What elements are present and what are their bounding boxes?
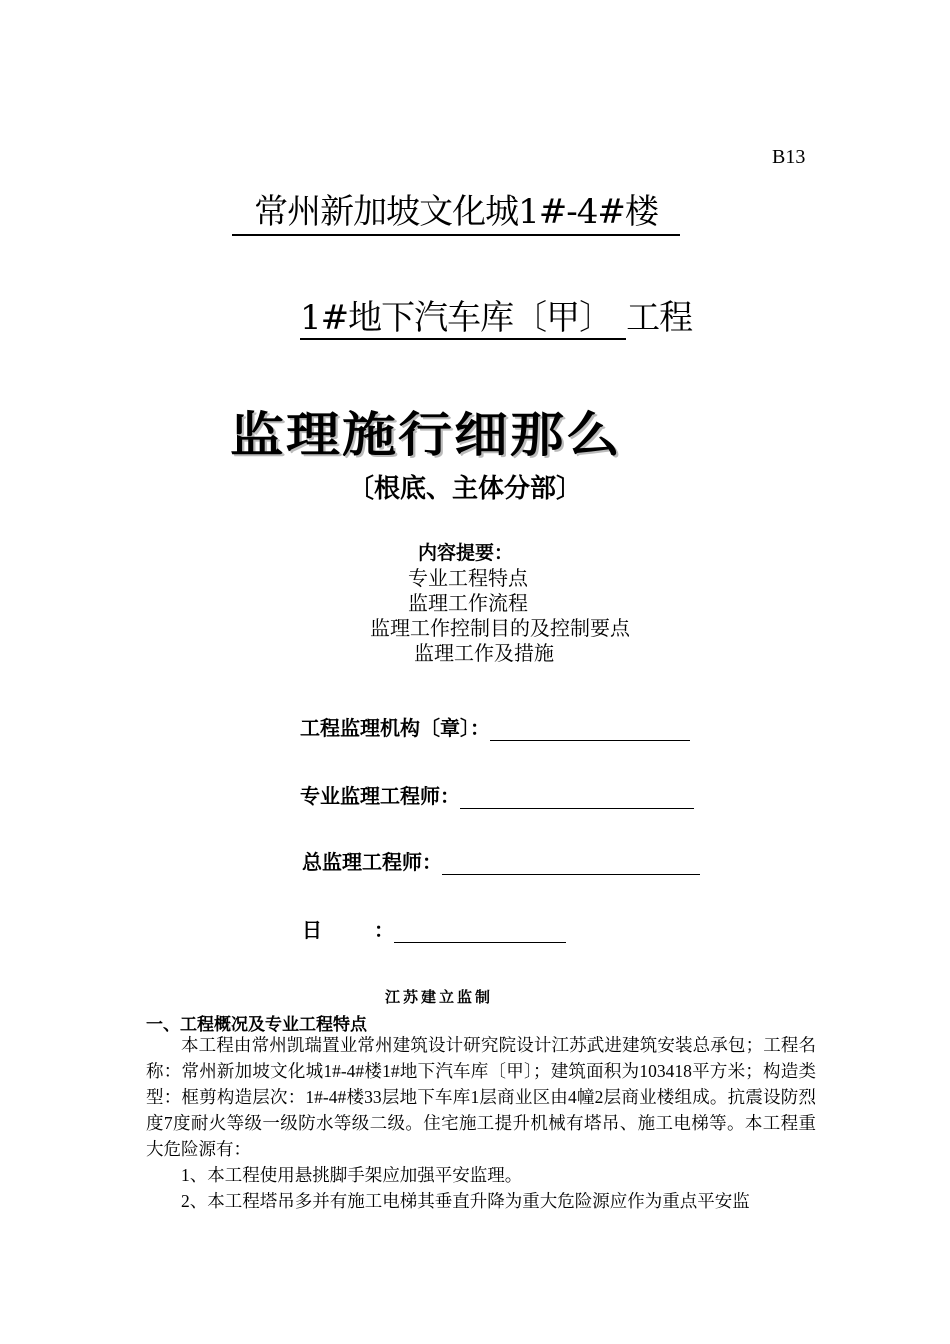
- overview-paragraph: 本工程由常州凯瑞置业常州建筑设计研究院设计江苏武进建筑安装总承包；工程名称：常州新加坡文化城1#-4#楼1#地下汽车库〔甲〕；建筑面积为103418平方米；构造类型：框剪构造层次：1#-4#楼33层地下车库1层商业区由4幢2层商业楼组成。抗震设防烈度7度耐火等级一级防水等级二级。住宅施工提升机械有塔吊、施工电梯等。本工程重大危险源有：: [146, 1035, 816, 1159]
- contents-item: 监理工作控制目的及控制要点: [370, 616, 630, 640]
- document-main-title: 监理施行细那么: [230, 407, 623, 463]
- engineer-label: 专业监理工程师：: [300, 784, 460, 808]
- date-colon: ：: [374, 918, 394, 942]
- project-title-line1: [232, 190, 680, 236]
- hazard-item: 1、本工程使用悬挑脚手架应加强平安监理。: [181, 1165, 523, 1185]
- section-body: [146, 1032, 816, 1214]
- date-label: 日: [302, 918, 322, 942]
- contents-item: 监理工作及措施: [414, 641, 554, 665]
- contents-heading: 内容提要：: [418, 542, 514, 564]
- date-line: [394, 922, 566, 943]
- contents-item: 专业工程特点: [408, 566, 528, 590]
- chief-signature-line: [442, 854, 700, 875]
- project-title-line2: [300, 296, 692, 340]
- supervising-organization: 江苏建立监制: [385, 988, 494, 1006]
- engineer-signature-line: [460, 788, 694, 809]
- chief-engineer-label: 总监理工程师：: [302, 850, 442, 874]
- document-code: B13: [772, 146, 806, 168]
- signature-date-row: [302, 914, 566, 943]
- hazard-item: 2、本工程塔吊多并有施工电梯其垂直升降为重大危险源应作为重点平安监: [181, 1191, 750, 1211]
- org-stamp-label: 工程监理机构〔章〕：: [300, 716, 490, 740]
- signature-org-row: [300, 712, 690, 741]
- org-stamp-line: [490, 720, 690, 741]
- project-suffix: 工程: [626, 298, 693, 338]
- signature-chief-row: [302, 846, 700, 875]
- signature-engineer-row: [300, 780, 694, 809]
- document-subtitle: 〔根底、主体分部〕: [348, 474, 583, 504]
- contents-item: 监理工作流程: [408, 591, 528, 615]
- project-subname: 1#地下汽车库〔甲〕: [300, 298, 626, 340]
- project-name: 常州新加坡文化城1#-4#楼: [254, 192, 658, 232]
- section-heading: 一、工程概况及专业工程特点: [146, 1015, 367, 1035]
